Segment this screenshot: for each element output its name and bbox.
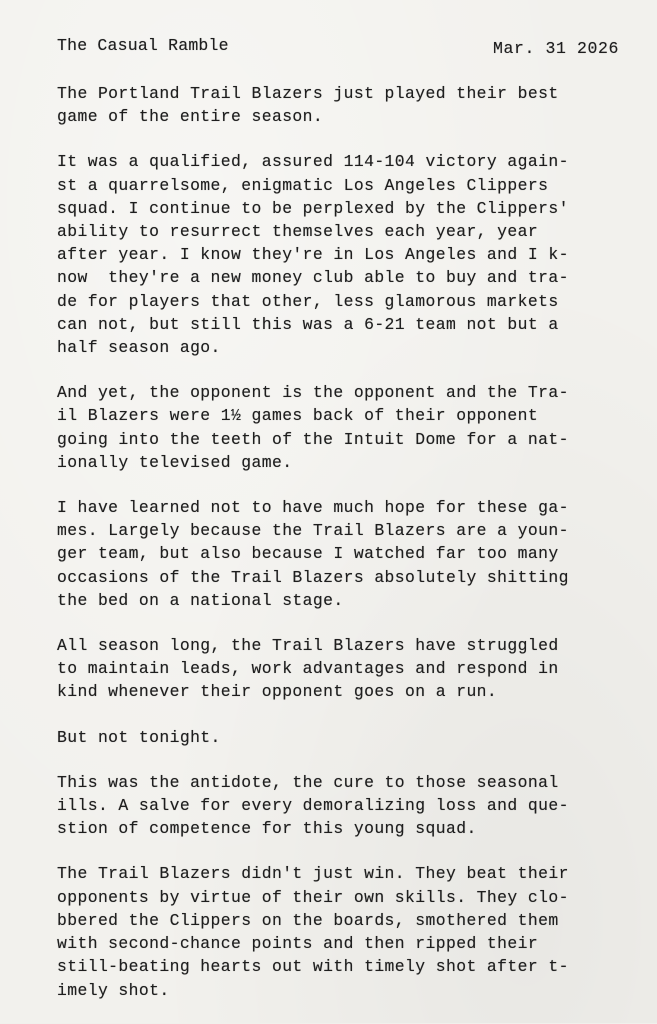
article-body — [57, 82, 647, 1024]
text-line: It was a qualified, assured 114-104 victory again- — [57, 152, 569, 172]
text-line: can not, but still this was a 6-21 team not but a — [57, 314, 559, 334]
text-line: This was the antidote, the cure to those seasonal — [57, 772, 559, 792]
text-line: ger team, but also because I watched far too many — [57, 544, 559, 564]
text-line: All season long, the Trail Blazers have struggled — [57, 636, 559, 656]
paragraph-1 — [57, 82, 647, 128]
text-line: with second-chance points and then ripped their — [57, 934, 539, 954]
text-line: And yet, the opponent is the opponent and the Tra- — [57, 383, 569, 403]
paragraph-6 — [57, 726, 647, 749]
paragraph-2 — [57, 150, 647, 359]
text-line: to maintain leads, work advantages and respond in — [57, 659, 559, 679]
text-line: squad. I continue to be perplexed by the Clippers' — [57, 198, 569, 218]
text-line: the bed on a national stage. — [57, 590, 344, 610]
text-line: st a quarrelsome, enigmatic Los Angeles Clippers — [57, 175, 549, 195]
text-line: mes. Largely because the Trail Blazers are a youn- — [57, 521, 569, 541]
text-line: occasions of the Trail Blazers absolutely shitting — [57, 567, 569, 587]
paragraph-4 — [57, 496, 647, 612]
text-line: ionally televised game. — [57, 452, 293, 472]
text-line: half season ago. — [57, 338, 221, 358]
text-line: opponents by virtue of their own skills. They clo- — [57, 887, 569, 907]
text-line: going into the teeth of the Intuit Dome for a nat- — [57, 429, 569, 449]
text-line: still-beating hearts out with timely shot after t- — [57, 957, 569, 977]
text-line: The Portland Trail Blazers just played their best — [57, 84, 559, 103]
text-line: de for players that other, less glamorous markets — [57, 291, 559, 311]
text-line: kind whenever their opponent goes on a run. — [57, 682, 498, 702]
text-line: But not tonight. — [57, 727, 221, 747]
paragraph-7 — [57, 771, 647, 841]
dateline: Mar. 31 2026 — [492, 39, 619, 58]
paragraph-3 — [57, 381, 647, 474]
text-line: imely shot. — [57, 980, 170, 1000]
paragraph-8 — [57, 862, 647, 1001]
page-header — [57, 24, 619, 58]
text-line: il Blazers were 1½ games back of their opponent — [57, 406, 539, 426]
text-line: stion of competence for this young squad. — [57, 819, 477, 839]
text-line: after year. I know they're in Los Angeles and I k- — [57, 245, 569, 265]
text-line: ability to resurrect themselves each year, year — [57, 222, 539, 242]
text-line: bbered the Clippers on the boards, smothered them — [57, 910, 559, 930]
text-line: The Trail Blazers didn't just win. They beat their — [57, 864, 569, 884]
text-line: now they're a new money club able to buy and tra- — [57, 268, 569, 288]
masthead-title: The Casual Ramble — [57, 36, 229, 55]
text-line: ills. A salve for every demoralizing loss and que- — [57, 796, 569, 816]
text-line: I have learned not to have much hope for these ga- — [57, 498, 569, 518]
text-line: game of the entire season. — [57, 107, 324, 127]
paragraph-5 — [57, 634, 647, 704]
